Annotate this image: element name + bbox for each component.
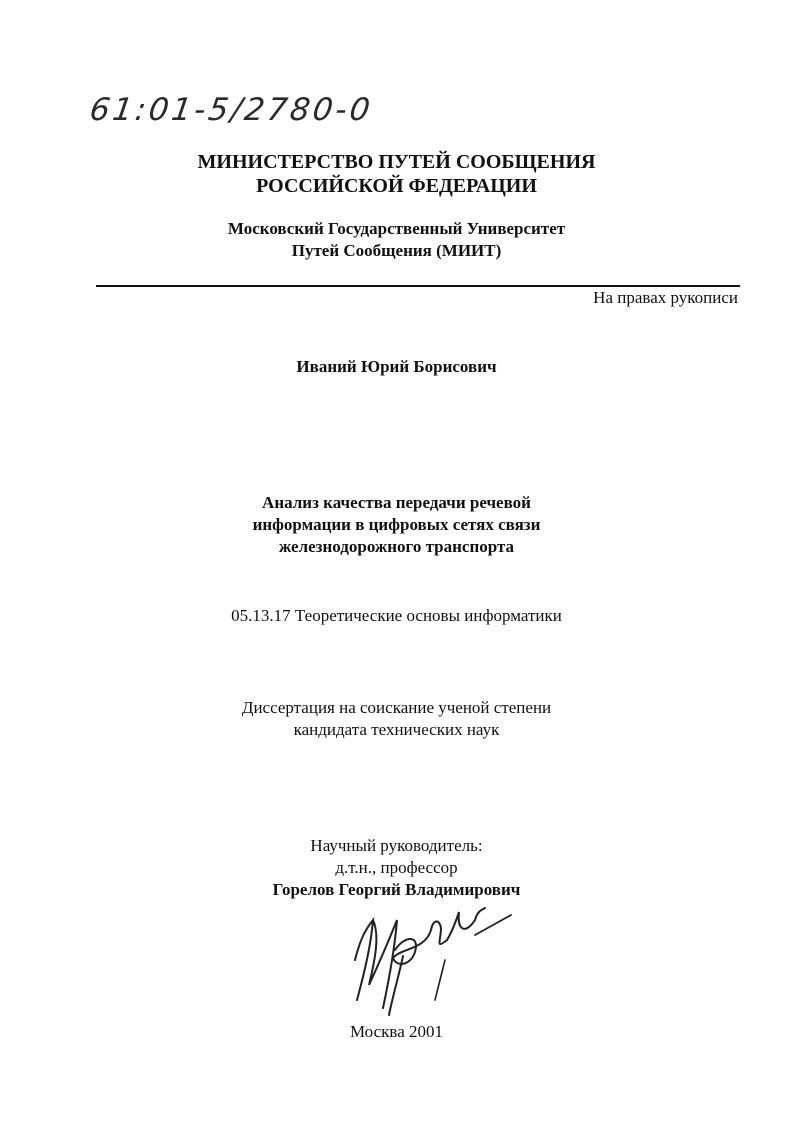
degree-line-1: Диссертация на соискание ученой степени (241, 698, 552, 717)
dissertation-title (0, 492, 793, 558)
university-heading (0, 218, 793, 262)
title-line-3: железнодорожного транспорта (278, 537, 515, 556)
university-line-1: Московский Государственный Университет (227, 219, 566, 238)
title-line-1: Анализ качества передачи речевой (262, 493, 531, 512)
supervisor-rank: д.т.н., профессор (335, 858, 458, 877)
author-name: Иваний Юрий Борисович (296, 357, 497, 376)
signature-icon (335, 890, 515, 1020)
university-line-2: Путей Сообщения (МИИТ) (291, 241, 502, 260)
title-line-2: информации в цифровых сетях связи (252, 515, 541, 534)
ministry-line-2: РОССИЙСКОЙ ФЕДЕРАЦИИ (256, 175, 537, 197)
rights-note: На правах рукописи (593, 288, 738, 307)
header-divider (96, 285, 740, 287)
degree-statement (0, 697, 793, 741)
city-year: Москва 2001 (349, 1022, 444, 1041)
ministry-heading (0, 150, 793, 198)
catalog-number: 61:01-5/2780-0 (87, 92, 376, 128)
supervisor-name: Горелов Георгий Владимирович (272, 880, 521, 899)
supervisor-label: Научный руководитель: (310, 836, 483, 855)
specialty-code: 05.13.17 Теоретические основы информатики (231, 606, 562, 625)
degree-line-2: кандидата технических наук (293, 720, 500, 739)
ministry-line-1: МИНИСТЕРСТВО ПУТЕЙ СООБЩЕНИЯ (197, 151, 596, 173)
